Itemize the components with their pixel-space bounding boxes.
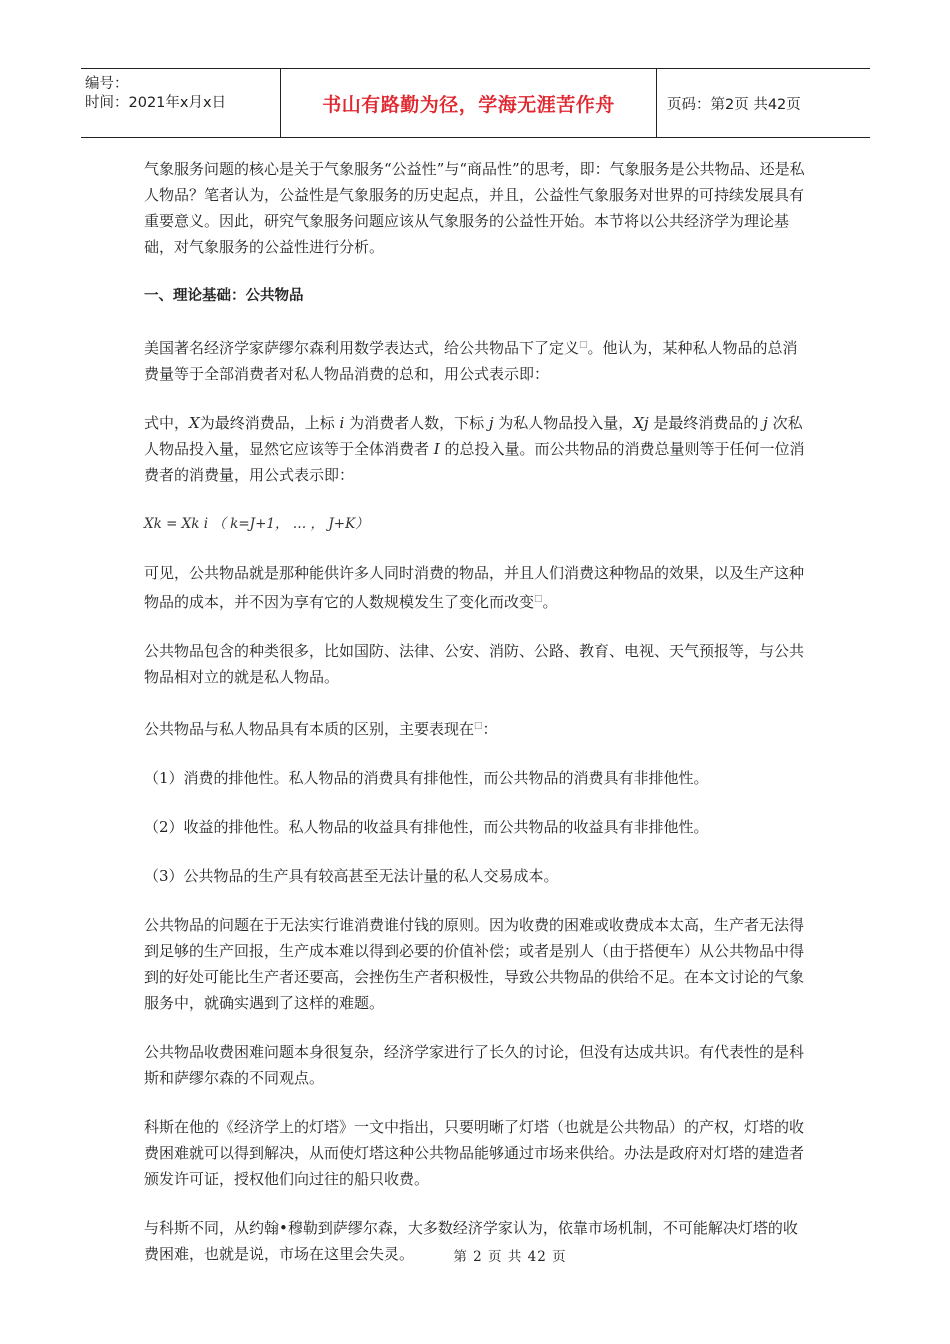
math-var: j: [763, 414, 768, 432]
paragraph-differences: [144, 713, 806, 742]
section-heading: 一、理论基础：公共物品: [144, 288, 304, 304]
math-var: Xj: [633, 414, 649, 432]
paragraph-charging: 公共物品收费困难问题本身很复杂，经济学家进行了长久的讨论，但没有达成共识。有代表性的是科斯和萨缪尔森的不同观点。: [144, 1043, 805, 1087]
text-run: 是最终消费品的: [648, 414, 764, 432]
math-var: j: [488, 414, 494, 432]
text-run: 为消费者人数，下标: [344, 414, 489, 432]
header-motto: 书山有路勤为径，学海无涯苦作舟: [281, 69, 657, 137]
paragraph-market-failure: 与科斯不同，从约翰•穆勒到萨缪尔森，大多数经济学家认为，依靠市场机制，不可能解决灯塔的收费困难，也就是说，市场在这里会失灵。: [144, 1219, 798, 1263]
paragraph-intro: 气象服务问题的核心是关于气象服务“公益性”与“商品性”的思考，即：气象服务是公共物品、还是私人物品？笔者认为，公益性是气象服务的历史起点，并且，公益性气象服务对世界的可持续发展具有重要意义。因此，研究气象服务问题应该从气象服务的公益性开始。本节将以公共经济学为理论基础，对气象服务的公益性进行分析。: [144, 160, 805, 256]
paragraph-text: 公共物品与私人物品具有本质的区别，主要表现在: [144, 720, 475, 738]
number-label: 编号：: [85, 76, 129, 92]
header-meta: [81, 69, 281, 137]
math-var: I: [433, 440, 440, 458]
paragraph-text: 。: [542, 593, 558, 611]
paragraph-definition: [144, 560, 806, 615]
paragraph-text: 美国著名经济学家萨缪尔森利用数学表达式，给公共物品下了定义: [144, 339, 580, 357]
paragraph-formula-explanation: [144, 410, 806, 488]
document-body: [144, 156, 806, 1267]
text-run: 为最终消费品，上标: [199, 414, 340, 432]
text-run: 次私人物品投入量，显然它应该等于全体消费者: [144, 414, 803, 458]
text-run: 的总投入量。而公共物品的消费总量则等于任何一位消费者的消费量，用公式表示即：: [144, 440, 805, 484]
list-item-3: （3）公共物品的生产具有较高甚至无法计量的私人交易成本。: [144, 867, 559, 885]
formula-public-good: Xk = Xk i （ k=J+1， … ， J+K）: [144, 516, 369, 532]
reference-marker: □: [474, 721, 483, 731]
reference-marker: □: [534, 594, 543, 604]
text-run: 式中，: [144, 414, 190, 432]
reference-marker: □: [579, 340, 588, 350]
paragraph-text: 。他认为，某种私人物品的总消费量等于全部消费者对私人物品消费的总和，用公式表示即：: [144, 339, 798, 383]
paragraph-kinds: 公共物品包含的种类很多，比如国防、法律、公安、消防、公路、教育、电视、天气预报等，与公共物品相对立的就是私人物品。: [144, 642, 805, 686]
math-var: i: [339, 414, 345, 432]
list-item-2: （2）收益的排他性。私人物品的收益具有排他性，而公共物品的收益具有非排他性。: [144, 818, 709, 836]
list-item-1: （1）消费的排他性。私人物品的消费具有排他性，而公共物品的消费具有非排他性。: [144, 769, 709, 787]
paragraph-coase: 科斯在他的《经济学上的灯塔》一文中指出，只要明晰了灯塔（也就是公共物品）的产权，灯塔的收费困难就可以得到解决，从而使灯塔这种公共物品能够通过市场来供给。办法是政府对灯塔的建造者颁发许可证，授权他们向过往的船只收费。: [144, 1118, 805, 1188]
paragraph-text: ：: [482, 720, 498, 738]
page-header: [81, 68, 870, 138]
text-run: 为私人物品投入量，: [493, 414, 634, 432]
math-var: X: [189, 414, 200, 432]
paragraph-problem: 公共物品的问题在于无法实行谁消费谁付钱的原则。因为收费的困难或收费成本太高，生产者无法得到足够的生产回报，生产成本难以得到必要的价值补偿；或者是别人（由于搭便车）从公共物品中得到的好处可能比生产者还要高，会挫伤生产者积极性，导致公共物品的供给不足。在本文讨论的气象服务中，就确实遇到了这样的难题。: [144, 916, 805, 1012]
paragraph-text: 可见，公共物品就是那种能供许多人同时消费的物品，并且人们消费这种物品的效果，以及生产这种物品的成本，并不因为享有它的人数规模发生了变化而改变: [144, 564, 805, 611]
header-page-info: 页码：第2页 共42页: [667, 96, 801, 113]
paragraph-samuelson: [144, 332, 806, 387]
date-label: 时间：2021年x月x日: [85, 95, 227, 111]
page-footer: 第 2 页 共 42 页: [453, 1249, 567, 1265]
